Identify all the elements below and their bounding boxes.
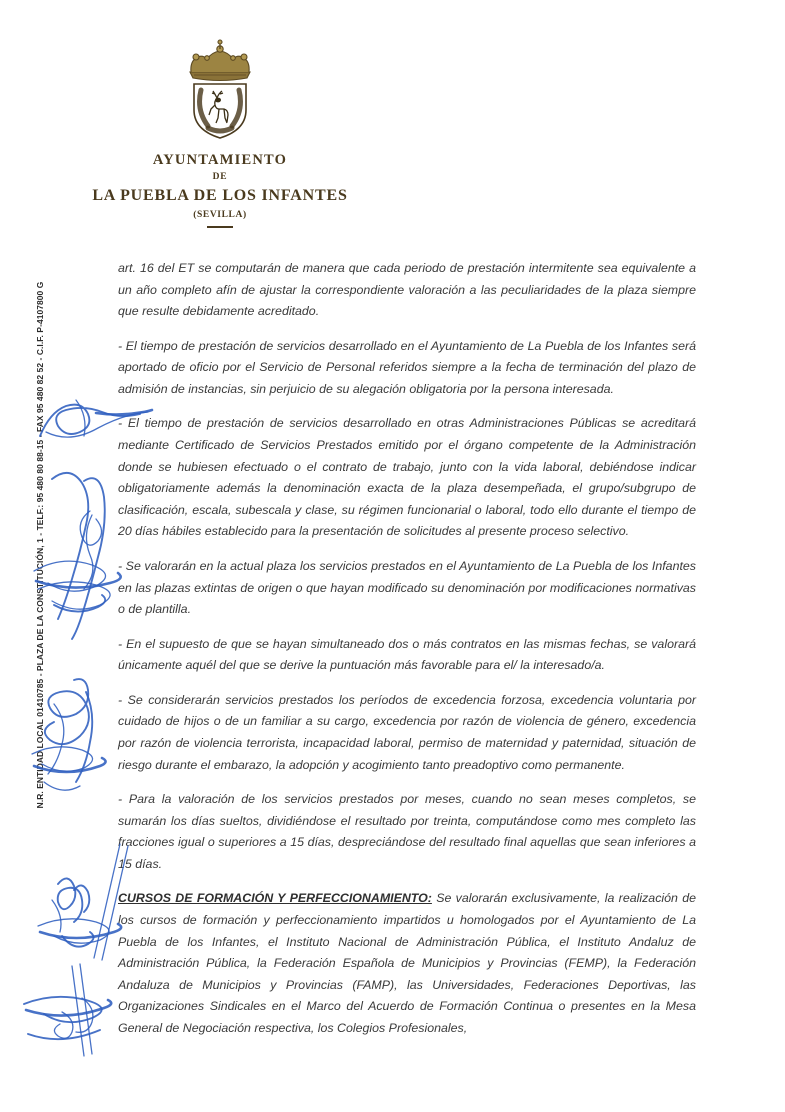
letterhead-divider [207, 226, 233, 228]
letterhead-line-de: DE [212, 171, 228, 182]
paragraph: - En el supuesto de que se hayan simultaneado dos o más contratos en las mismas fechas, se valorará únicamente aquél del que se derive la puntuación más favorable para el/ la interesado/a. [118, 636, 696, 673]
paragraph: - Para la valoración de los servicios prestados por meses, cuando no sean meses completos, se sumarán los días sueltos, dividiéndose el resultado por treinta, computándose como mes completo las fracciones igual o superiores a 15 días, despreciándose del resultado final aquellas que sean inferiores a 15 días. [118, 792, 696, 871]
paragraph: - El tiempo de prestación de servicios desarrollado en el Ayuntamiento de La Puebla de los Infantes será aportado de oficio por el Servicio de Personal referidos siempre a la fecha de terminación del plazo de admisión de instancias, sin perjuicio de su alegación obligatoria por la persona interesada. [118, 338, 696, 396]
letterhead-line-province: (SEVILLA) [193, 209, 247, 220]
paragraph: - El tiempo de prestación de servicios desarrollado en otras Administraciones Públicas se acreditará mediante Certificado de Servicios Prestados emitido por el órgano competente de la Administración donde se hubiesen efectuado o el contrato de trabajo, junto con la vida laboral, debiéndose indicar obligatoriamente además la denominación exacta de la plaza desempeñada, el grupo/subgrupo de clasificación, escala, subescala y clase, su régimen funcionarial o laboral, todo ello durante el tiempo de 20 días hábiles establecido para la presentación de solicitudes al presente proceso selectivo. [118, 416, 696, 539]
letterhead [0, 38, 440, 228]
paragraph-cursos-formacion [118, 888, 696, 1039]
letterhead-line-ayuntamiento: AYUNTAMIENTO [152, 152, 288, 168]
paragraph: - Se valorarán en la actual plaza los servicios prestados en el Ayuntamiento de La Puebla de los Infantes en las plazas extintas de origen o que hayan modificado su denominación por modificaciones normativas o de plantilla. [118, 558, 696, 617]
paragraph: - Se considerarán servicios prestados los períodos de excedencia forzosa, excedencia voluntaria por cuidado de hijos o de un familiar a su cargo, excedencia por razón de violencia de género, excedencia por razón de violencia terrorista, incapacidad laboral, permiso de maternidad y paternidad, situación de riesgo durante el embarazo, la adopción y acogimiento tanto preadoptivo como permanente. [118, 692, 696, 772]
document-body [118, 258, 696, 1053]
paragraph: art. 16 del ET se computarán de manera que cada periodo de prestación intermitente sea equivalente a un año completo afín de ajustar la correspondiente valoración a las peculiaridades de la plaza siempre que resulte debidamente acreditado. [118, 261, 696, 319]
margin-legal-text: N.R. ENTIDAD LOCAL 01410785 - PLAZA DE LA CONSTITUCIÓN, 1 - TELF.: 95 480 80 88-15 - FAX 95 480 82 52 - C.I.F. P-4107800 G [35, 281, 45, 809]
coat-of-arms-icon [174, 38, 266, 142]
letterhead-line-municipality: LA PUEBLA DE LOS INFANTES [92, 187, 348, 205]
section-body-cursos: Se valorarán exclusivamente, la realización de los cursos de formación y perfeccionamiento impartidos u homologados por el Ayuntamiento de La Puebla de los Infantes, el Instituto Nacional de Administración Pública, el Instituto Andaluz de Administración Pública, la Federación Española de Municipios y Provincias (FEMP), la Federación Andaluza de Municipios y Provincias (FAMP), las Universidades, Federaciones Deportivas, las Organizaciones Sindicales en el Marco del Acuerdo de Formación Continua o presentes en la Mesa General de Negociación respectiva, los Colegios Profesionales, [118, 891, 696, 1035]
section-heading-cursos: CURSOS DE FORMACIÓN Y PERFECCIONAMIENTO: [118, 891, 432, 906]
